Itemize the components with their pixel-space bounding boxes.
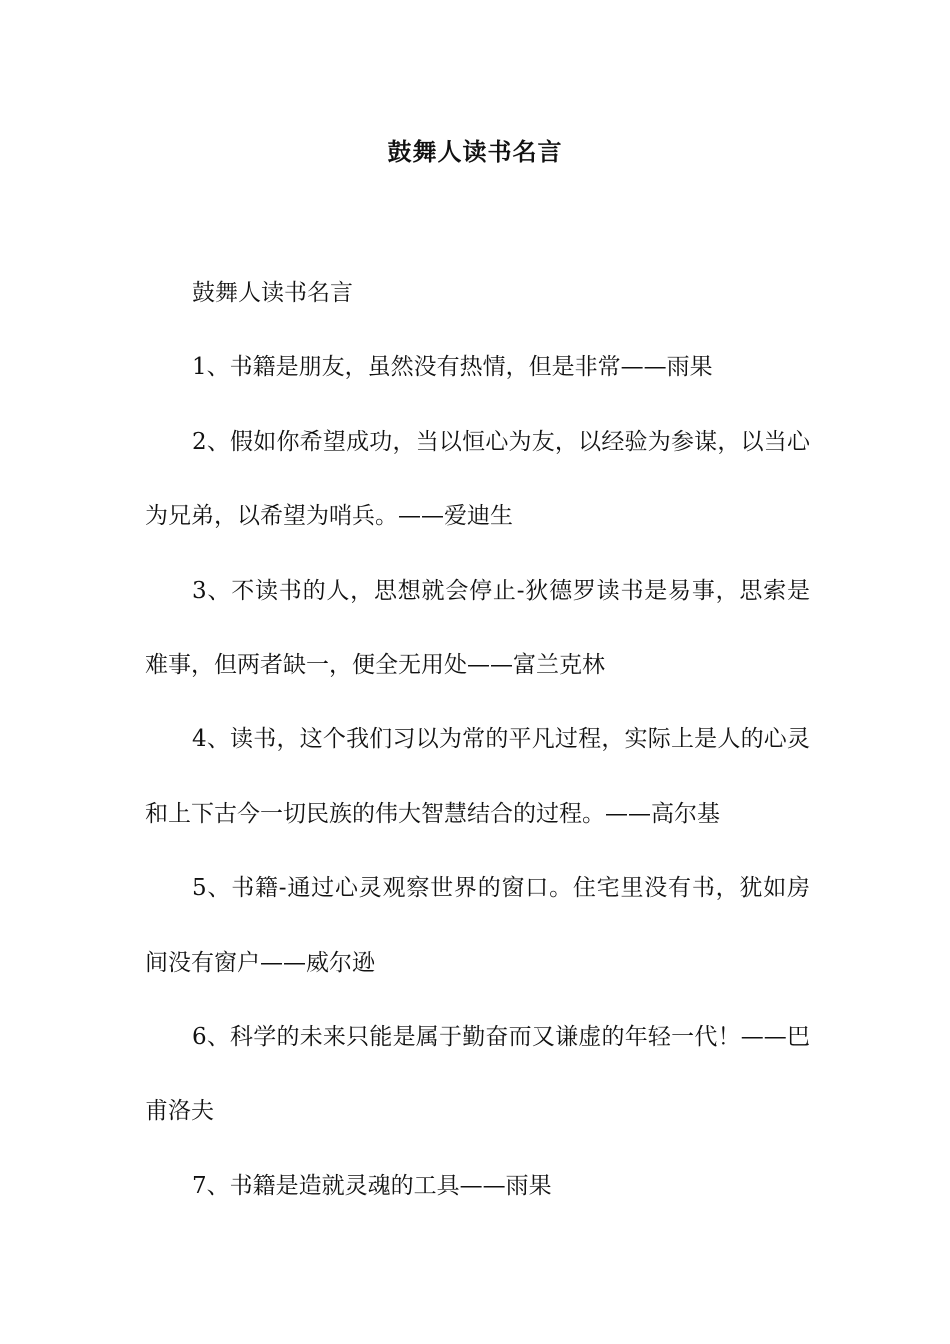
paragraph-heading: 鼓舞人读书名言 <box>192 280 353 306</box>
document-body <box>145 256 810 1223</box>
quote-item-5: 5、书籍-通过心灵观察世界的窗口。住宅里没有书，犹如房间没有窗户——威尔逊 <box>145 875 810 976</box>
quote-item-1: 1、书籍是朋友，虽然没有热情，但是非常——雨果 <box>192 354 713 381</box>
quote-item-6: 6、科学的未来只能是属于勤奋而又谦虚的年轻一代！——巴甫洛夫 <box>145 1024 810 1125</box>
quote-item-4: 4、读书，这个我们习以为常的平凡过程，实际上是人的心灵和上下古今一切民族的伟大智慧结合的过程。——高尔基 <box>145 726 810 827</box>
document-title: 鼓舞人读书名言 <box>387 137 563 166</box>
quote-item-7: 7、书籍是造就灵魂的工具——雨果 <box>192 1172 552 1199</box>
quote-item-2: 2、假如你希望成功，当以恒心为友，以经验为参谋，以当心为兄弟，以希望为哨兵。——爱迪生 <box>145 428 810 530</box>
quote-item-3: 3、不读书的人，思想就会停止-狄德罗读书是易事，思索是难事，但两者缺一，便全无用处——富兰克林 <box>145 577 810 679</box>
